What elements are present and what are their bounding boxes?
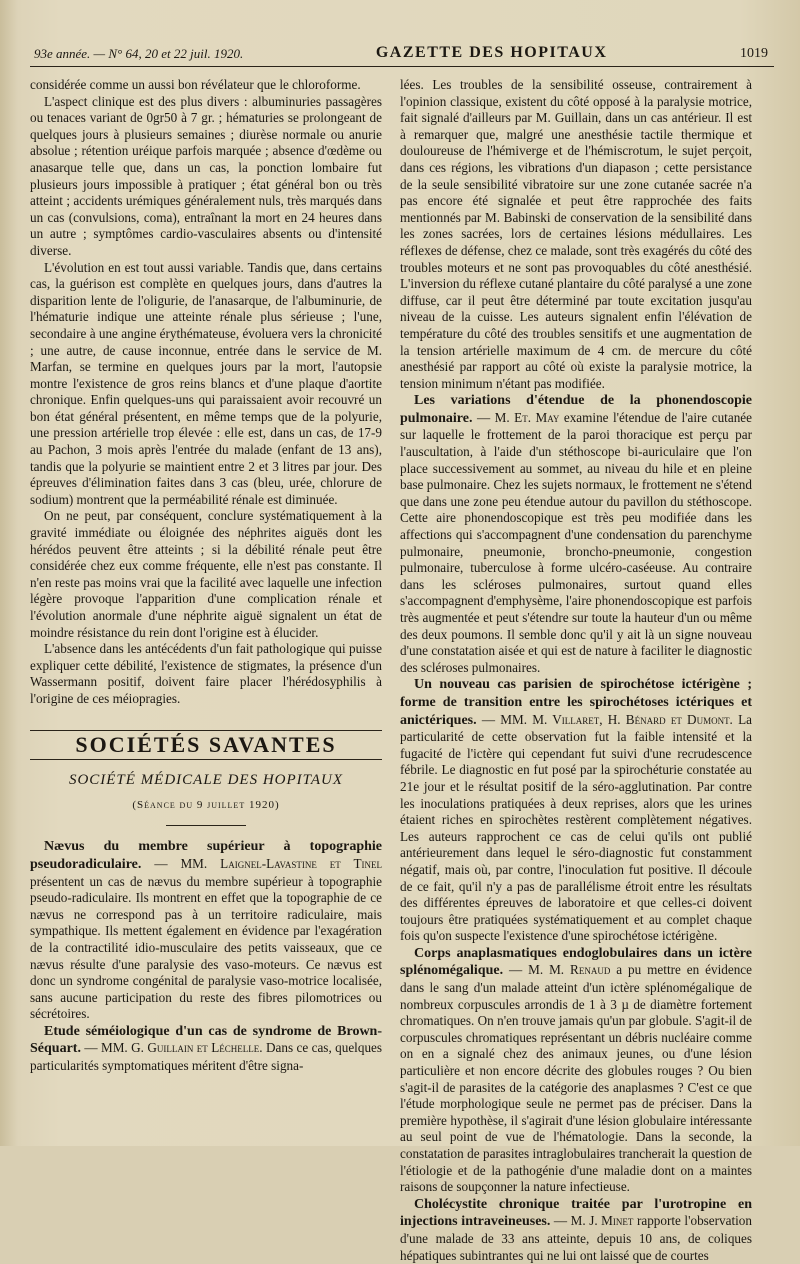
paragraph: On ne peut, par conséquent, conclure systématiquement à la gravité immédiate ou éloignée des néphrites aiguës dont les hérédos peuvent être atteints ; si la débilité rénale peut être considérée chez eux comme fréquente, elle n'est pas constante. Il n'en reste pas moins vrai que la facilité avec laquelle une infection légère provoque l'apparition d'une complication rénale et l'évolution anormale d'une néphrite aiguë signalent un état de moindre résistance du rein dont l'origine est à élucider.: [30, 508, 382, 640]
article: [400, 676, 752, 945]
article-authors: — MM. Laignel-Lavastine et Tinel: [154, 855, 382, 871]
article-text: présentent un cas de nævus du membre supérieur à topographie pseudo-radiculaire. Ils montrent en effet que la topographie de ce nævus ne correspond pas à un territoire radiculaire, mais sympathique. Ils mettent également en évidence par l'exagération de la contractilité idio-musculaire des petits vaisseaux, que ce nævus résulte d'une paralysie des vaso-moteurs. Ce nævus est donc un syndrome congénital de paralysie vaso-motrice localisée, sans aucune participation du reste des fibres pilomotrices ou sécrétoires.: [30, 873, 382, 1022]
article-text: a pu mettre en évidence dans le sang d'un malade atteint d'un ictère splénomégalique de nombreux corpuscules arrondis de 1 à 3 µ de diamètre fortement chromatiques. On n'en trouve jamais qu'un par globule. S'agit-il de corpuscules chromatiques représentant un débris nucléaire comme on en a signalé chez des animaux jeunes, ou d'une lésion particulière et non encore décrite des globules rouges ? Ou bien s'agit-il de parasites de la catégorie des anaplasmes ? C'est ce que l'étude morphologique seule ne permet pas de préciser. Dans la première hypothèse, il s'agirait d'une lésion globulaire intéressante au seul point de vue de l'hématologie. Dans la seconde, la constatation de parasites intraglobulaires trancherait la question de l'étiologie et de la pathogénie d'une maladie dont on a maintes raisons de soupçonner la nature infectieuse.: [400, 962, 753, 1195]
article-text: Dans ce cas, quelques particularités symptomatiques méritent d'être signa-: [30, 1040, 383, 1074]
session-date: (Séance du 9 juillet 1920): [132, 798, 280, 811]
article: [400, 1196, 752, 1264]
article-text: La particularité de cette observation fut la faible intensité et la fugacité de l'ictère qui cependant fut suivi d'une recrudescence fébrile. Le diagnostic en fut posé par la spirochéturie constatée au 21e jour et le résultat positif de la séro-agglutination. Par contre les inoculations pratiquées à deux reprises, alors que les urines étaient riches en spirochètes restèrent complètement négatives. Les auteurs rapprochent ce cas de celui qu'ils ont publié antérieurement dans lequel le séro-diagnostic fut constamment négatif, mais où, par contre, l'inoculation fut positive. Il découle de ce fait, qu'il n'y a pas de parallélisme étroit entre les résultats des différentes épreuves de laboratoire et que celles-ci doivent toujours être pratiquées systématiquement et au complet chaque fois qu'on suspecte l'existence d'une spirochétose ictérigène.: [400, 711, 753, 944]
issue-info: 93e année. — N° 64, 20 et 22 juil. 1920.: [34, 46, 244, 61]
article-title: Nævus du membre supérieur à topographie pseudoradiculaire.: [30, 839, 382, 872]
article: [30, 1023, 382, 1075]
article-authors: — MM. G. Guillain et Léchelle.: [84, 1040, 263, 1056]
article-authors: — MM. M. Villaret, H. Bénard et Dumont.: [481, 711, 733, 727]
article-title: Corps anaplasmatiques endoglobulaires dans un ictère splénomégalique.: [400, 945, 752, 979]
right-column: [400, 77, 752, 1264]
article-title: Etude séméiologique d'un cas de syndrome de Brown-Séquart.: [30, 1023, 382, 1057]
paragraph: lées. Les troubles de la sensibilité osseuse, contrairement à l'opinion classique, existent du côté opposé à la paralysie motrice, fait signalé d'ailleurs par M. Guillain, dans un cas antérieur. Il est à remarquer que, malgré une anesthésie tactile thermique et douloureuse de l'hémiverge et de l'hémiscrotum, le sujet perçoit, dans ces régions, les vibrations d'un diapason ; cette persistance de la seule sensibilité vibratoire sur une zone cutanée sacrée n'a pas encore été signalée et peut être rapprochée des faits mentionnés par M. Babinski de conservation de la sensibilité dans les zones sacrées, lors de certaines lésions médullaires. Les réflexes de défense, chez ce malade, sont très exagérés du côté des troubles moteurs et ne sont pas provoquables du côté anesthésié. L'inversion du réflexe cutané plantaire du côté paralysé a une zone diffuse, car il peut être déterminé par toute excitation jusqu'au niveau de la cuisse. Les auteurs signalent enfin l'élévation de température du côté des troubles sensitifs et une augmentation de la tension artérielle maximum de 4 cm. de mercure du côté anesthésié par rapport au côté où existe la paralysie motrice, la tension minimum n'étant pas modifiée.: [400, 77, 752, 391]
article-title: Un nouveau cas parisien de spirochétose ictérigène ; forme de transition entre les spirochétoses ictériques et anictériques.: [400, 677, 752, 728]
journal-title: GAZETTE DES HOPITAUX: [375, 44, 608, 61]
article-authors: — M. M. Renaud: [509, 962, 611, 978]
left-column: [30, 77, 382, 1264]
article-text: rapporte l'observation d'une malade de 33 ans atteinte, depuis 10 ans, de coliques hépatiques subintrantes qui ne lui ont laissé que de courtes: [400, 1213, 752, 1263]
paragraph: considérée comme un aussi bon révélateur que le chloroforme.: [30, 77, 361, 92]
article-title: Les variations d'étendue de la phonendoscopie pulmonaire.: [400, 393, 752, 426]
page-header: [30, 28, 774, 67]
article: [400, 392, 752, 676]
article-title: Cholécystite chronique traitée par l'urotropine en injections intraveineuses.: [400, 1196, 752, 1230]
section-title: SOCIÉTÉS SAVANTES: [30, 730, 382, 761]
society-name: SOCIÉTÉ MÉDICALE DES HOPITAUX: [68, 772, 344, 789]
paragraph: L'évolution en est tout aussi variable. Tandis que, dans certains cas, la guérison est complète en quelques jours, dans d'autres la disparition lente de l'oligurie, de l'anasarque, de l'albuminurie, de l'hématurie indique une atteinte rénale plus sérieuse ; l'une, secondaire à une angine érythémateuse, évoluera vers la chronicité ; une autre, de cause inconnue, entrée dans le service de M. Marfan, se termine en quelques jours par la mort, l'autopsie montre l'existence de gros reins blancs et d'une plaque d'aortite chronique. Enfin quelques-uns qui paraissaient avoir recouvré un bon état général présentent, en même temps que de la polyurie, une pression artérielle trop élevée : elle est, dans un cas, de 17-9 au Pachon, 3 mois après l'entrée du malade (enfant de 13 ans), tandis que la polyurie se maintient entre 2 et 3 litres par jour. Des épreuves d'élimination faites dans 3 cas (bleu, urée, chlorure de sodium) montrent que la perméabilité rénale est diminuée.: [30, 259, 382, 507]
article: [400, 945, 752, 1196]
article-text: examine l'étendue de l'aire cutanée sur laquelle le frottement de la paroi thoracique est perçu par l'auscultation, à l'aide d'un stéthoscope bi-auriculaire que l'on place successivement au sommet, au niveau du hile et en pleine base pulmonaire. Chez les sujets normaux, le frottement ne s'étend que dans une zone peu étendue autour du pavillon du stéthoscope. Cette aire phonendoscopique est très peu modifiée dans les affections qui s'accompagnent d'une condensation du parenchyme pulmonaire, pneumonie, broncho-pneumonie, congestion pulmonaire, tuberculose à forme ulcéro-caséeuse. Au contraire dans les scléroses pulmonaires, surtout quand elles s'accompagnent d'emphysème, l'aire phonendoscopique est parfois très augmentée et peut s'étendre sur toute la hauteur d'un ou même des deux poumons. Il semble donc qu'il y ait là un signe nouveau d'une constatation aisée et qui est de nature à faciliter le diagnostic des scléroses pulmonaires.: [400, 409, 753, 675]
article-authors: — M. Et. May: [476, 409, 560, 425]
paragraph: L'aspect clinique est des plus divers : albuminuries passagères ou tenaces variant de 0gr50 à 7 gr. ; hématuries se prolongeant de quelques jours à plusieurs semaines ; diurèse normale ou anurie absolue ; rétention uréique parfois marquée ; absence d'œdème ou anasarque telle que, dans un cas, la ponction lombaire fut plusieurs jours impossible à pratiquer ; état général bon ou très atteint ; accidents urémiques généralement nuls, très marqués dans un cas (convulsions, coma), entraînant la mort en 24 heures dans un autre ; symptômes cardio-vasculaires absents ou d'intensité diverse.: [30, 93, 382, 258]
article: [30, 838, 382, 1023]
article-authors: — M. J. Minet: [553, 1213, 634, 1229]
page-number: 1019: [740, 46, 768, 61]
divider: [166, 825, 246, 826]
paragraph: L'absence dans les antécédents d'un fait pathologique qui puisse expliquer cette débilité, l'existence de stigmates, la présence d'un Wassermann positif, doivent faire placer l'hérédosyphilis à l'origine de ces méiopragies.: [30, 641, 382, 706]
